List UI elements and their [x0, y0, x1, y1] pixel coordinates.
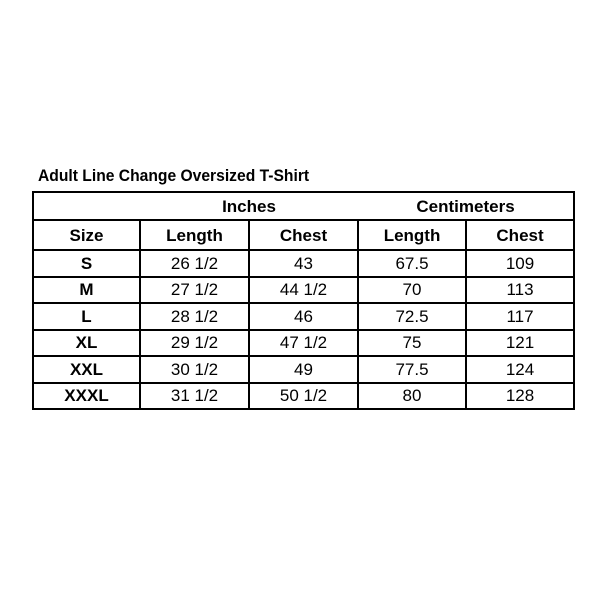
inches-chest-cell: 50 1/2: [249, 383, 358, 410]
inches-length-cell: 31 1/2: [140, 383, 249, 410]
inches-chest-cell: 46: [249, 303, 358, 330]
inches-length-cell: 28 1/2: [140, 303, 249, 330]
cm-length-cell: 77.5: [358, 356, 466, 383]
size-chart-table: [32, 191, 575, 410]
column-header-inches-length: Length: [140, 220, 249, 250]
column-header-size: Size: [33, 220, 140, 250]
cm-length-cell: 67.5: [358, 250, 466, 277]
table-title: Adult Line Change Oversized T-Shirt: [38, 166, 310, 185]
table-row: [33, 303, 574, 330]
group-header-row: [33, 192, 574, 220]
size-cell: M: [33, 277, 140, 304]
column-header-inches-chest: Chest: [249, 220, 358, 250]
column-header-cm-length: Length: [358, 220, 466, 250]
group-header-inches: Inches: [140, 192, 358, 220]
cm-chest-cell: 109: [466, 250, 574, 277]
cm-length-cell: 75: [358, 330, 466, 357]
size-cell: XL: [33, 330, 140, 357]
cm-length-cell: 80: [358, 383, 466, 410]
cm-length-cell: 70: [358, 277, 466, 304]
inches-length-cell: 27 1/2: [140, 277, 249, 304]
table-row: [33, 383, 574, 410]
table-row: [33, 330, 574, 357]
table-row: [33, 250, 574, 277]
cm-chest-cell: 128: [505, 386, 535, 406]
inches-chest-cell: 47 1/2: [249, 330, 358, 357]
cm-chest-cell: 124: [466, 356, 574, 383]
size-cell: XXXL: [33, 383, 140, 410]
column-header-row: [33, 220, 574, 250]
cm-chest-cell: 121: [466, 330, 574, 357]
inches-chest-cell: 49: [249, 356, 358, 383]
group-header-centimeters: Centimeters: [358, 192, 574, 220]
inches-length-cell: 29 1/2: [140, 330, 249, 357]
size-cell: XXL: [33, 356, 140, 383]
group-header-spacer: [33, 192, 140, 220]
size-cell: L: [33, 303, 140, 330]
inches-chest-cell: 43: [249, 250, 358, 277]
cm-chest-cell: 113: [466, 277, 574, 304]
inches-length-cell: 30 1/2: [140, 356, 249, 383]
cm-length-cell: 72.5: [358, 303, 466, 330]
inches-chest-cell: 44 1/2: [249, 277, 358, 304]
size-cell: S: [33, 250, 140, 277]
cm-chest-cell: 117: [466, 303, 574, 330]
inches-length-cell: 26 1/2: [140, 250, 249, 277]
column-header-cm-chest: Chest: [466, 220, 574, 250]
table-row: [33, 356, 574, 383]
table-row: [33, 277, 574, 304]
